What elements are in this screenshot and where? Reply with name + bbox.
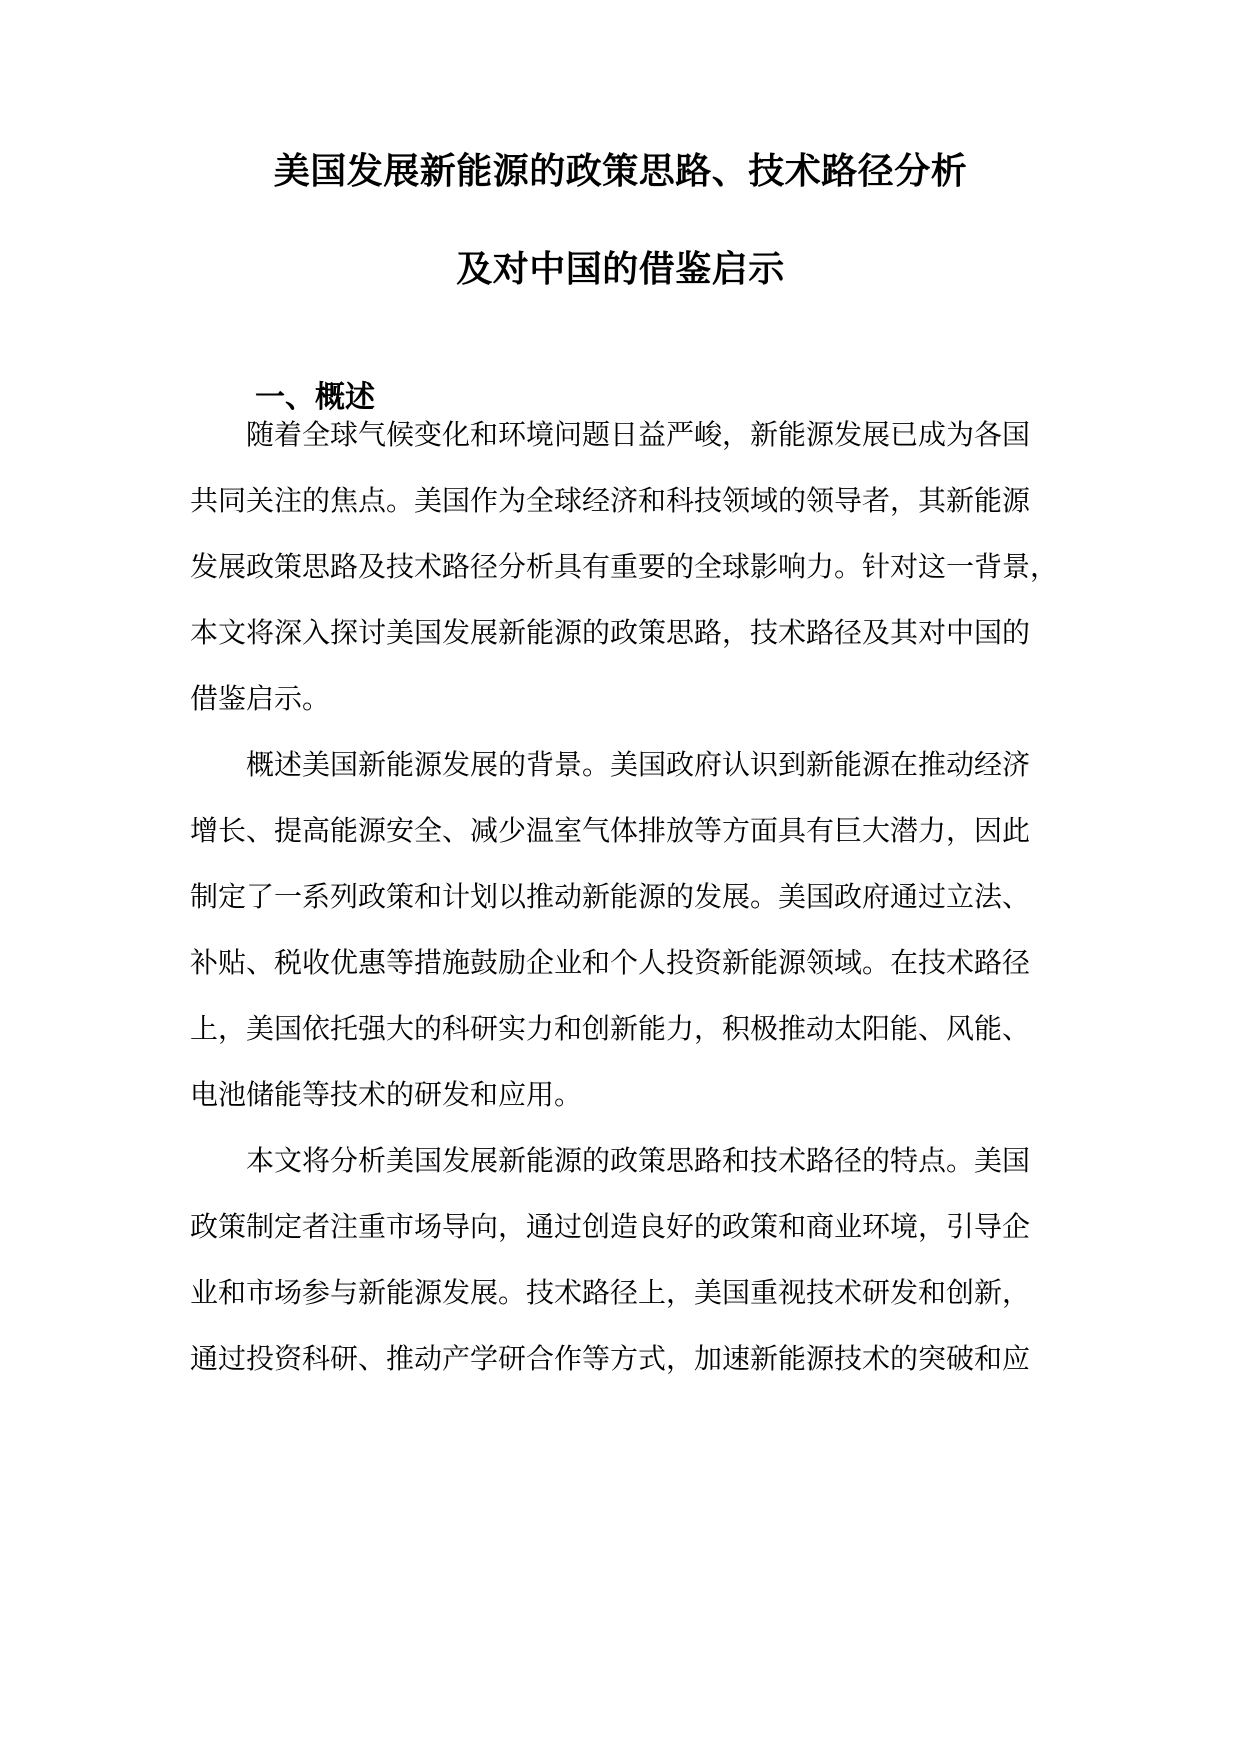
paragraph-line: 增长、提高能源安全、减少温室气体排放等方面具有巨大潜力，因此	[190, 814, 1031, 847]
paragraph-line: 本文将分析美国发展新能源的政策思路和技术路径的特点。美国	[246, 1144, 1031, 1177]
paragraph-line: 概述美国新能源发展的背景。美国政府认识到新能源在推动经济	[246, 748, 1031, 781]
section-heading: 一、概述	[255, 380, 375, 415]
paragraph-line: 发展政策思路及技术路径分析具有重要的全球影响力。针对这一背景，	[190, 550, 1059, 583]
document-title-line-1: 美国发展新能源的政策思路、技术路径分析	[273, 151, 968, 192]
paragraph-line: 补贴、税收优惠等措施鼓励企业和个人投资新能源领域。在技术路径	[190, 946, 1031, 979]
paragraph-line: 制定了一系列政策和计划以推动新能源的发展。美国政府通过立法、	[190, 880, 1031, 913]
paragraph-line: 政策制定者注重市场导向，通过创造良好的政策和商业环境，引导企	[190, 1210, 1031, 1243]
document-title-line-2: 及对中国的借鉴启示	[456, 249, 785, 290]
paragraph-line: 随着全球气候变化和环境问题日益严峻，新能源发展已成为各国	[246, 418, 1031, 451]
paragraph-line: 本文将深入探讨美国发展新能源的政策思路，技术路径及其对中国的	[190, 616, 1031, 649]
paragraph-line: 共同关注的焦点。美国作为全球经济和科技领域的领导者，其新能源	[190, 484, 1031, 517]
paragraph-line: 通过投资科研、推动产学研合作等方式，加速新能源技术的突破和应	[190, 1342, 1031, 1375]
paragraph-line: 业和市场参与新能源发展。技术路径上，美国重视技术研发和创新，	[190, 1276, 1031, 1309]
paragraph-line: 借鉴启示。	[190, 682, 331, 715]
paragraph-line: 电池储能等技术的研发和应用。	[190, 1078, 583, 1111]
paragraph-line: 上，美国依托强大的科研实力和创新能力，积极推动太阳能、风能、	[190, 1012, 1031, 1045]
